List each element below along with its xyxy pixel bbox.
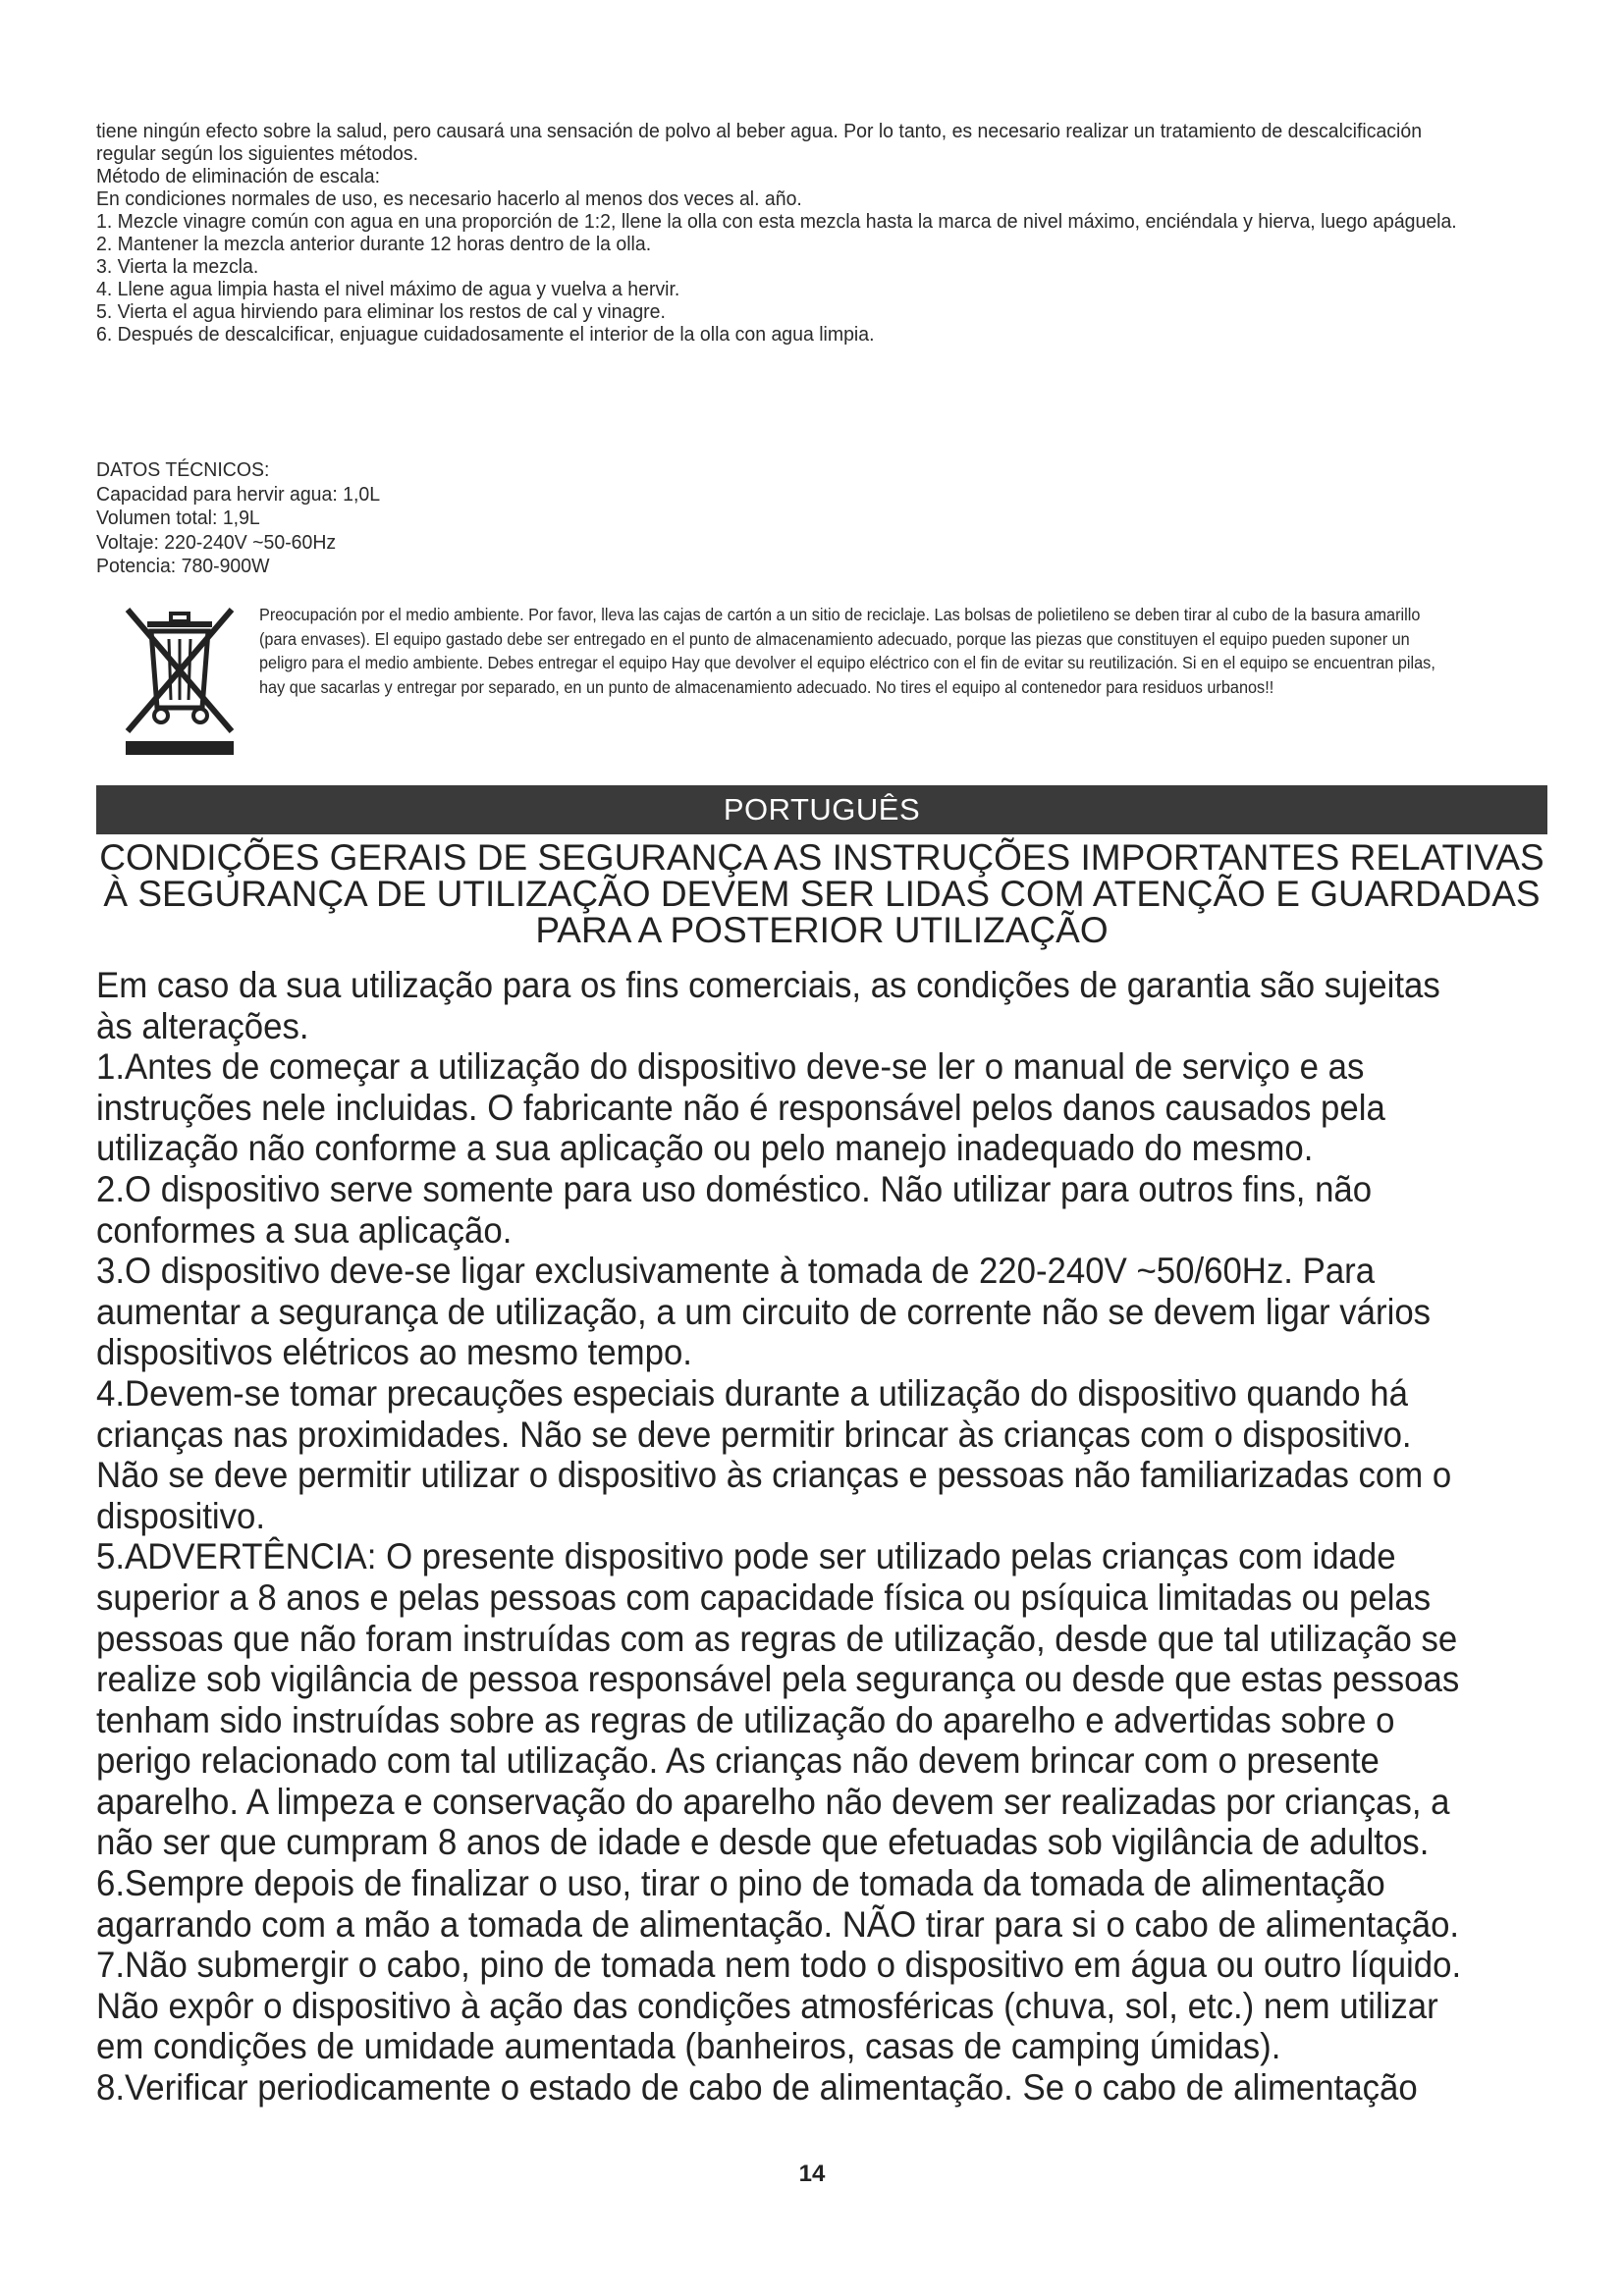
page-number: 14 [798,2161,826,2187]
es-paragraph: En condiciones normales de uso, es necesario hacerlo al menos dos veces al. año. [96,187,802,210]
pt-paragraph: 1.Antes de começar a utilização do dispositivo deve-se ler o manual de serviço e as instruções nele incluidas. O fabricante não é responsável pelos danos causados pela utilização não conforme a sua aplicação ou pelo manejo inadequado do mesmo. [96,1046,1385,1169]
pt-paragraph: 5.ADVERTÊNCIA: O presente dispositivo pode ser utilizado pelas crianças com idade superior a 8 anos e pelas pessoas com capacidade física ou psíquica limitadas ou pelas pessoas que não foram instruídas com as regras de utilização, desde que tal utilização se realize sob vigilância de pessoa responsável pela segurança ou desde que estas pessoas tenham sido instruídas sobre as regras de utilização do aparelho e advertidas sobre o perigo relacionado com tal utilização. As crianças não devem brincar com o presente aparelho. A limpeza e conservação do aparelho não devem ser realizadas por crianças, a não ser que cumpram 8 anos de idade e desde que efetuadas sob vigilância de adultos. [96,1536,1460,1863]
environment-notice [259,603,1437,699]
pt-paragraph: 7.Não submergir o cabo, pino de tomada nem todo o dispositivo em água ou outro líquido. Não expôr o dispositivo à ação das condições atmosféricas (chuva, sol, etc.) nem utilizar em condições de umidade aumentada (banheiros, casas de camping úmidas). [96,1945,1462,2067]
es-paragraph: 6. Después de descalcificar, enjuague cuidadosamente el interior de la olla con agua limpia. [96,323,875,346]
safety-heading [96,839,1547,948]
pt-paragraph: 6.Sempre depois de finalizar o uso, tirar o pino de tomada da tomada de alimentação agarrando com a mão a tomada de alimentação. NÃO tirar para si o cabo de alimentação. [96,1863,1460,1945]
heading-line: CONDIÇÕES GERAIS DE SEGURANÇA AS INSTRUÇÕES IMPORTANTES RELATIVAS [99,837,1544,878]
es-paragraph: 4. Llene agua limpia hasta el nivel máximo de agua y vuelva a hervir. [96,278,680,300]
heading-line: PARA A POSTERIOR UTILIZAÇÃO [535,910,1109,950]
pt-paragraph: 3.O dispositivo deve-se ligar exclusivamente à tomada de 220-240V ~50/60Hz. Para aumentar a segurança de utilização, a um circuito de corrente não se devem ligar vários dispositivos elétricos ao mesmo tempo. [96,1251,1432,1373]
pt-paragraph: 8.Verificar periodicamente o estado de cabo de alimentação. Se o cabo de alimentação [96,2067,1418,2109]
es-paragraph: 1. Mezcle vinagre común con agua en una proporción de 1:2, llene la olla con esta mezcla hasta la marca de nivel máximo, enciéndala y hierva, luego apáguela. [96,210,1457,233]
es-paragraph: 5. Vierta el agua hirviendo para eliminar los restos de cal y vinagre. [96,300,666,323]
tech-data-line: Volumen total: 1,9L [96,507,260,529]
es-paragraph: 2. Mantener la mezcla anterior durante 12 horas dentro de la olla. [96,233,652,255]
environment-notice-text: Preocupación por el medio ambiente. Por favor, lleva las cajas de cartón a un sitio de reciclaje. Las bolsas de polietileno se deben tirar al cubo de la basura amarillo (para envases). El equipo gastado debe ser entregado en el punto de almacenamiento adecuado, porque las piezas que constituyen el equipo pueden suponer un peligro para el medio ambiente. Debes entregar el equipo Hay que devolver el equipo eléctrico con el fin de evitar su reutilización. Si en el equipo se encuentran pilas, hay que sacarlas y entregar por separado, en un punto de almacenamiento adecuado. No tires el equipo al contenedor para residuos urbanos!! [259,605,1435,697]
pt-paragraph: 4.Devem-se tomar precauções especiais durante a utilização do dispositivo quando há crianças nas proximidades. Não se deve permitir brincar às crianças com o dispositivo. Não se deve permitir utilizar o dispositivo às crianças e pessoas não familiarizadas com o dispositivo. [96,1372,1452,1536]
heading-line: À SEGURANÇA DE UTILIZAÇÃO DEVEM SER LIDAS COM ATENÇÃO E GUARDADAS [103,874,1541,914]
portuguese-safety-instructions [96,965,1481,2109]
es-paragraph: tiene ningún efecto sobre la salud, pero causará una sensación de polvo al beber agua. Por lo tanto, es necesario realizar un tratamiento de descalcificación regular según los siguientes métodos. [96,120,1423,165]
es-paragraph: 3. Vierta la mezcla. [96,255,259,278]
tech-data-line: Capacidad para hervir agua: 1,0L [96,482,381,506]
es-paragraph: Método de eliminación de escala: [96,165,381,187]
section-title: PORTUGUÊS [723,792,921,827]
tech-data-line: Voltaje: 220-240V ~50-60Hz [96,530,337,554]
pt-paragraph: 2.O dispositivo serve somente para uso doméstico. Não utilizar para outros fins, não conformes a sua aplicação. [96,1168,1373,1251]
tech-data-line: Potencia: 780-900W [96,555,270,577]
spanish-descaling-text [96,120,1477,346]
pt-paragraph: Em caso da sua utilização para os fins comerciais, as condições de garantia são sujeitas às alterações. [96,965,1440,1046]
technical-data [96,458,656,579]
section-title-bar [96,785,1547,834]
tech-data-heading: DATOS TÉCNICOS: [96,458,270,481]
crossed-out-wheelie-bin-icon [120,606,240,756]
